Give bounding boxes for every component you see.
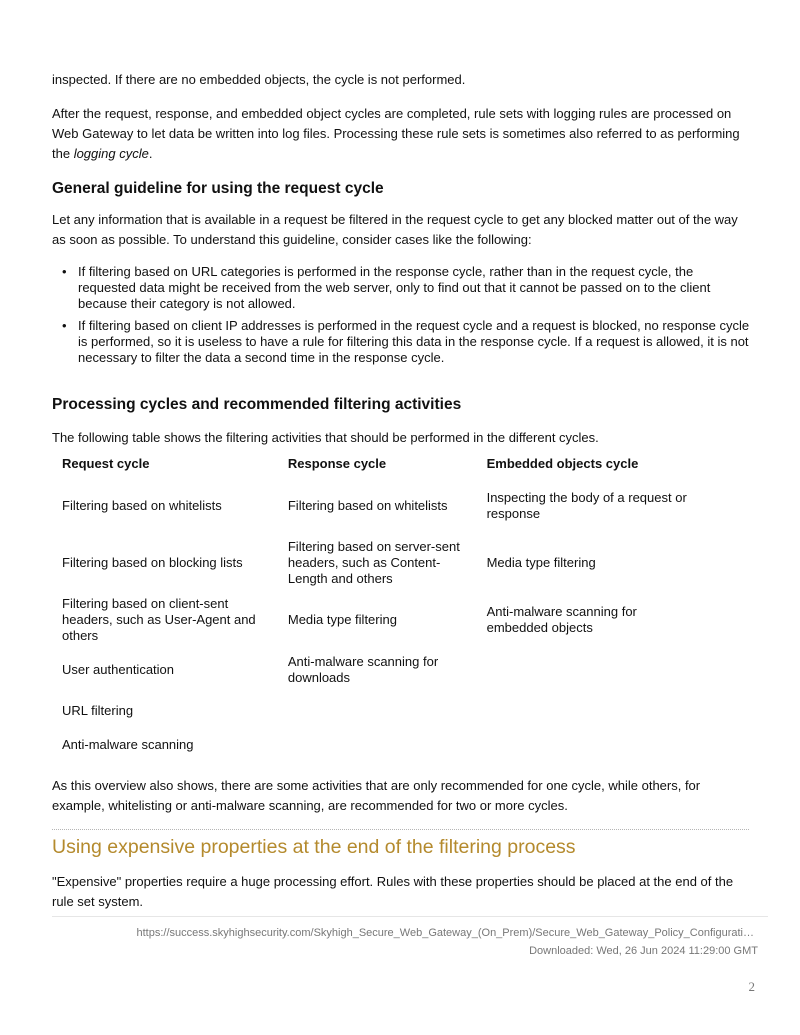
- logging-text-end: .: [148, 146, 153, 161]
- footer-download-date: Downloaded: Wed, 26 Jun 2024 11:29:00 GMT: [529, 945, 758, 957]
- bullet-text: If filtering based on URL categories is performed in the response cycle, rather than in the request cycle, the requested data might be received from the web server, only to find out that it cannot be passed on to the client because their category is not allowed.: [78, 264, 711, 311]
- table-cell: Inspecting the body of a request or response: [486, 490, 687, 521]
- table-cell: Filtering based on whitelists: [62, 498, 222, 513]
- table-cell: Media type filtering: [486, 555, 596, 570]
- table-cell: Filtering based on client-sent headers, such as User-Agent and others: [62, 596, 256, 643]
- table-cell: User authentication: [62, 662, 175, 677]
- table-cell: URL filtering: [62, 703, 134, 718]
- section-divider: [52, 829, 749, 830]
- overview-summary-paragraph: As this overview also shows, there are some activities that are only recommended for one cycle, while others, for example, whitelisting or anti-malware scanning, are recommended for two or more cycles.: [52, 778, 701, 813]
- guideline-heading: General guideline for using the request cycle: [52, 180, 384, 197]
- table-row: [52, 692, 702, 730]
- column-header-request: Request cycle: [62, 456, 150, 471]
- table-cell: Filtering based on server-sent headers, such as Content-Length and others: [287, 539, 460, 586]
- footer-source-url: https://success.skyhighsecurity.com/Skyhigh_Secure_Web_Gateway_(On_Prem)/Secure_Web_Gateway_Policy_Configurati…: [136, 927, 754, 939]
- column-header-embedded: Embedded objects cycle: [486, 456, 639, 471]
- table-row: [52, 592, 702, 648]
- table-cell: Anti-malware scanning for embedded objects: [486, 604, 637, 635]
- intro-paragraph-continued: inspected. If there are no embedded objects, the cycle is not performed.: [52, 72, 466, 87]
- table-cell: Filtering based on blocking lists: [62, 555, 243, 570]
- table-cell: [477, 730, 702, 760]
- expensive-properties-paragraph: "Expensive" properties require a huge processing effort. Rules with these properties should be placed at the end of the rule set system.: [52, 874, 734, 909]
- table-row: [52, 478, 702, 534]
- table-header-row: [52, 450, 702, 478]
- footer-divider: [52, 916, 768, 917]
- list-item: [62, 318, 752, 366]
- table-row: [52, 648, 702, 692]
- logging-cycle-term: logging cycle: [73, 146, 149, 161]
- logging-text-start: After the request, response, and embedded object cycles are completed, rule sets with logging rules are processed on Web Gateway to let data be written into log files. Processing these rule sets is sometimes also referred to as performing the: [52, 106, 740, 161]
- table-cell: Anti-malware scanning for downloads: [287, 654, 439, 685]
- bullet-text: If filtering based on client IP addresses is performed in the request cycle and a request is blocked, no response cycle is performed, so it is useless to have a rule for filtering this data in the response cycle. If a request is allowed, it is not necessary to filter the data a second time in the response cycle.: [78, 318, 750, 365]
- table-cell: [477, 648, 702, 692]
- column-header-response: Response cycle: [287, 456, 387, 471]
- table-row: [52, 730, 702, 760]
- list-item: [62, 264, 752, 312]
- processing-paragraph: The following table shows the filtering activities that should be performed in the different cycles.: [52, 430, 599, 445]
- logging-cycle-paragraph: [52, 104, 752, 164]
- processing-heading: Processing cycles and recommended filtering activities: [52, 396, 462, 413]
- bullet-icon: •: [62, 264, 67, 279]
- table-cell: Media type filtering: [287, 612, 397, 627]
- expensive-properties-heading: Using expensive properties at the end of the filtering process: [52, 836, 576, 858]
- table-cell: Filtering based on whitelists: [287, 498, 448, 513]
- filtering-activities-table: [52, 450, 702, 760]
- guideline-bullet-list: [62, 264, 752, 372]
- table-cell: Anti-malware scanning: [62, 737, 194, 752]
- table-cell: [278, 730, 477, 760]
- table-cell: [278, 692, 477, 730]
- page-number: 2: [748, 979, 755, 994]
- table-cell: [477, 692, 702, 730]
- bullet-icon: •: [62, 318, 67, 333]
- guideline-paragraph: Let any information that is available in a request be filtered in the request cycle to get any blocked matter out of the way as soon as possible. To understand this guideline, consider cases like the following:: [52, 212, 738, 247]
- table-row: [52, 534, 702, 592]
